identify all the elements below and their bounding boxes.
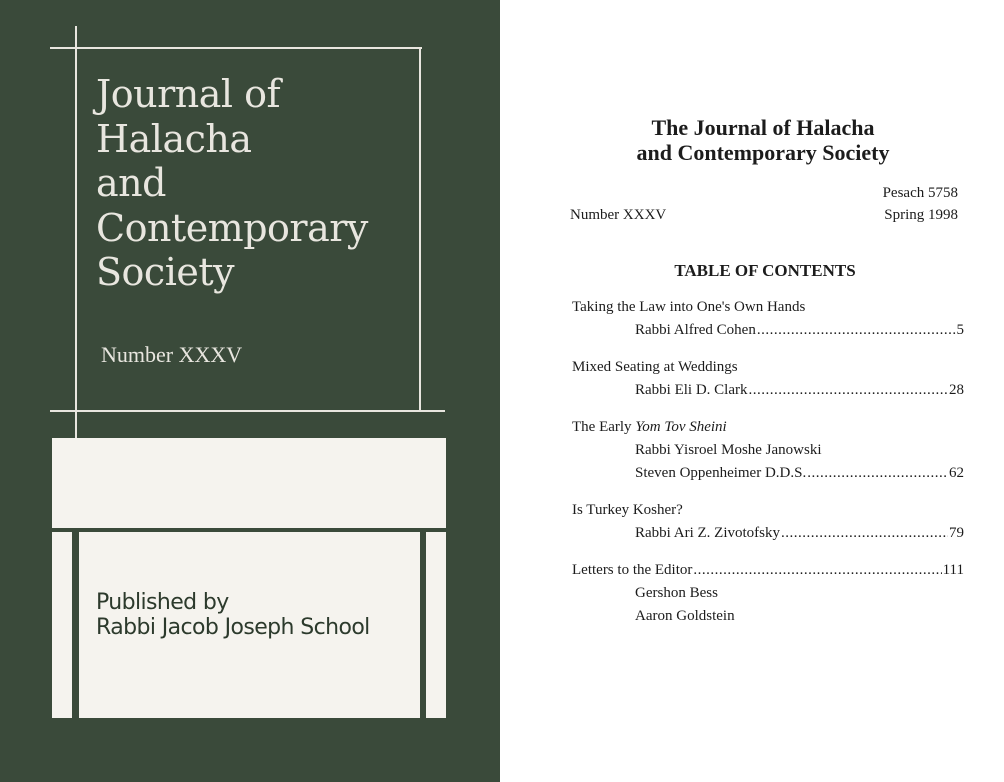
dot-leader <box>807 462 948 485</box>
journal-cover <box>0 0 500 782</box>
issue-season <box>883 182 958 226</box>
cover-label-panel-left <box>52 532 72 718</box>
toc-author-line <box>572 379 964 402</box>
toc-page-number: 79 <box>949 525 964 541</box>
cover-frame-line-left <box>75 26 77 440</box>
toc-page-number: 28 <box>949 382 964 398</box>
table-of-contents <box>572 296 964 642</box>
toc-author-line <box>572 319 964 342</box>
toc-page-number: 5 <box>956 322 964 338</box>
toc-entry[interactable] <box>572 499 964 545</box>
toc-entry-author: Steven Oppenheimer D.D.S. <box>635 465 807 481</box>
issue-season-line: Pesach 5758 <box>882 185 958 201</box>
toc-entry-title: Taking the Law into One's Own Hands <box>572 299 806 315</box>
dot-leader <box>781 522 948 545</box>
toc-heading: TABLE OF CONTENTS <box>674 261 856 280</box>
cover-issue-number: Number XXXV <box>101 342 243 367</box>
cover-frame-line-top <box>50 47 422 49</box>
cover-title-line: and <box>96 161 166 205</box>
publisher-line: Published by <box>96 590 229 615</box>
cover-label-panel-top <box>52 438 446 528</box>
toc-letter-author: Gershon Bess <box>635 585 718 601</box>
cover-title-line: Contemporary <box>96 205 368 250</box>
toc-title-italic: Yom Tov Sheini <box>635 419 727 435</box>
toc-entry-title: Is Turkey Kosher? <box>572 502 683 518</box>
journal-title-line: and Contemporary Society <box>636 140 890 165</box>
cover-publisher <box>96 590 370 640</box>
issue-season-line: Spring 1998 <box>884 207 958 223</box>
toc-entry[interactable] <box>572 356 964 402</box>
toc-entry[interactable] <box>572 416 964 485</box>
toc-entry-author: Rabbi Eli D. Clark <box>635 382 748 398</box>
toc-entry-title <box>572 416 964 439</box>
toc-entry-author: Rabbi Yisroel Moshe Janowski <box>635 442 822 458</box>
issue-number: Number XXXV <box>570 207 667 223</box>
cover-title <box>96 72 368 295</box>
cover-title-line: Society <box>96 250 235 294</box>
toc-entry-author: Rabbi Alfred Cohen <box>635 322 756 338</box>
toc-title-line <box>572 559 964 582</box>
dot-leader <box>693 559 941 582</box>
dot-leader <box>757 319 956 342</box>
toc-entry-author: Rabbi Ari Z. Zivotofsky <box>635 525 780 541</box>
toc-letter-author: Aaron Goldstein <box>635 608 735 624</box>
toc-entry-title: Mixed Seating at Weddings <box>572 359 738 375</box>
contents-page <box>500 0 1004 782</box>
publisher-line: Rabbi Jacob Joseph School <box>96 615 370 640</box>
cover-title-line: Halacha <box>96 116 252 161</box>
toc-entry[interactable] <box>572 559 964 628</box>
toc-entry-title: Letters to the Editor <box>572 562 693 578</box>
cover-frame-line-bottom <box>50 410 445 412</box>
journal-title <box>500 115 1004 165</box>
cover-label-panel-right <box>426 532 446 718</box>
dot-leader <box>749 379 949 402</box>
journal-title-line: The Journal of Halacha <box>651 115 875 140</box>
cover-title-line: Journal of <box>96 72 281 116</box>
toc-author-line <box>572 462 964 485</box>
toc-title-prefix: The Early <box>572 419 636 435</box>
toc-entry[interactable] <box>572 296 964 342</box>
toc-page-number: 62 <box>949 465 964 481</box>
toc-page-number: 111 <box>942 562 964 578</box>
cover-frame-line-right <box>419 47 421 412</box>
toc-author-line <box>572 522 964 545</box>
